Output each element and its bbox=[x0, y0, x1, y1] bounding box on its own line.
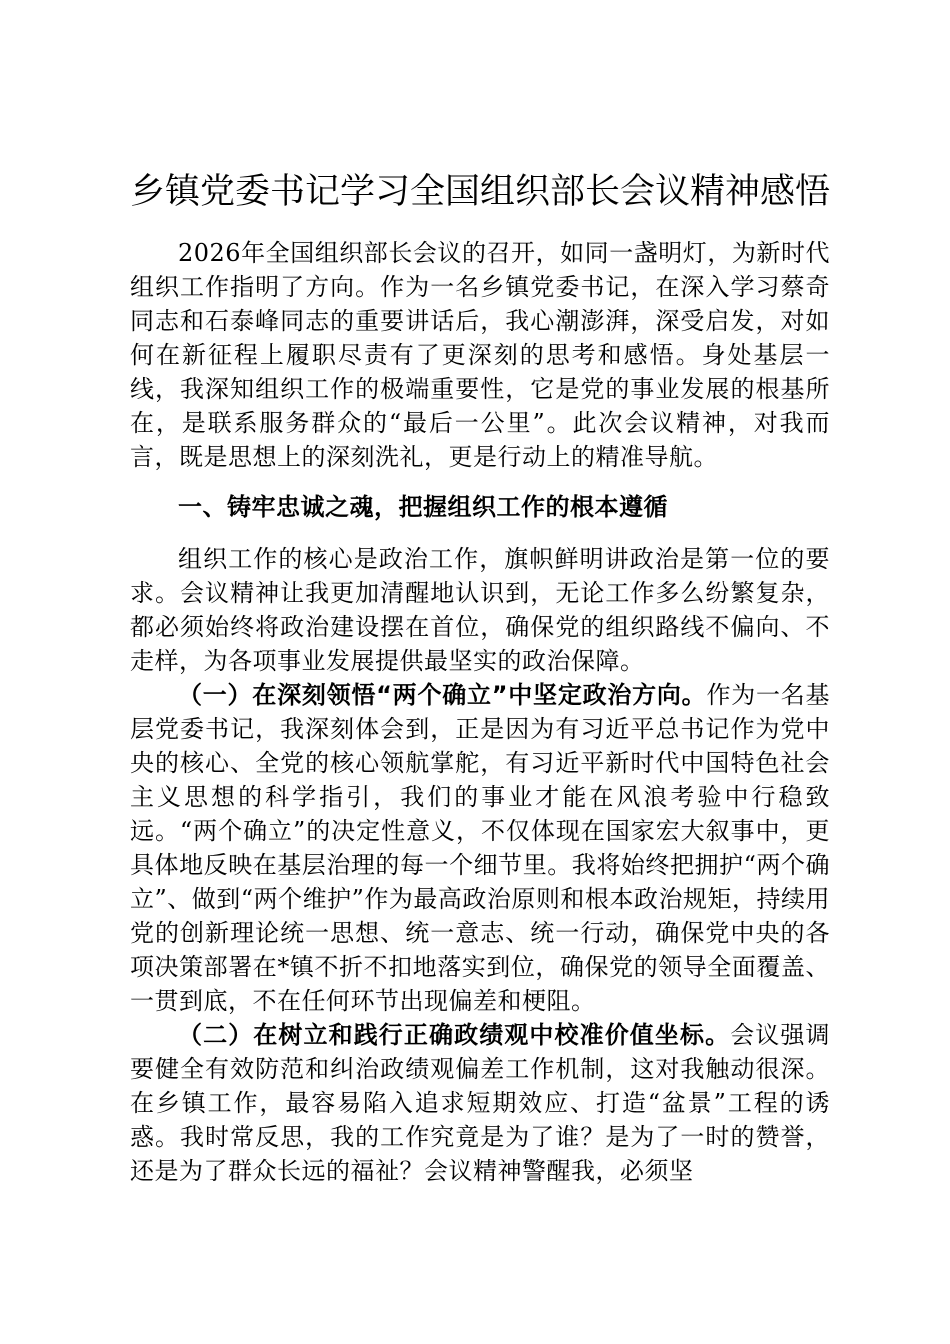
item-1-paragraph bbox=[130, 678, 830, 1018]
item-2-lead: （二）在树立和践行正确政绩观中校准价值坐标。 bbox=[178, 1021, 731, 1049]
item-2-paragraph bbox=[130, 1018, 830, 1188]
intro-paragraph: 2026年全国组织部长会议的召开，如同一盏明灯，为新时代组织工作指明了方向。作为一名乡镇党委书记，在深入学习蔡奇同志和石泰峰同志的重要讲话后，我心潮澎湃，深受启发，对如何在新征程上履职尽责有了更深刻的思考和感悟。身处基层一线，我深知组织工作的极端重要性，它是党的事业发展的根基所在，是联系服务群众的“最后一公里”。此次会议精神，对我而言，既是思想上的深刻洗礼，更是行动上的精准导航。 bbox=[130, 239, 830, 471]
document-title: 乡镇党委书记学习全国组织部长会议精神感悟 bbox=[129, 172, 830, 212]
section-heading-1: 一、铸牢忠诚之魂，把握组织工作的根本遵循 bbox=[178, 493, 668, 521]
item-1-lead: （一）在深刻领悟“两个确立”中坚定政治方向。 bbox=[178, 681, 707, 709]
item-2-body: 会议强调要健全有效防范和纠治政绩观偏差工作机制，这对我触动很深。在乡镇工作，最容易陷入追求短期效应、打造“盆景”工程的诱惑。我时常反思，我的工作究竟是为了谁？是为了一时的赞誉，还是为了群众长远的福祉？会议精神警醒我，必须坚 bbox=[130, 1021, 831, 1185]
item-1-body: 作为一名基层党委书记，我深刻体会到，正是因为有习近平总书记作为党中央的核心、全党的核心领航掌舵，有习近平新时代中国特色社会主义思想的科学指引，我们的事业才能在风浪考验中行稳致远。“两个确立”的决定性意义，不仅体现在国家宏大叙事中，更具体地反映在基层治理的每一个细节里。我将始终把拥护“两个确立”、做到“两个维护”作为最高政治原则和根本政治规矩，持续用党的创新理论统一思想、统一意志、统一行动，确保党中央的各项决策部署在*镇不折不扣地落实到位，确保党的领导全面覆盖、一贯到底，不在任何环节出现偏差和梗阻。 bbox=[130, 681, 831, 1015]
section-1-paragraph: 组织工作的核心是政治工作，旗帜鲜明讲政治是第一位的要求。会议精神让我更加清醒地认识到，无论工作多么纷繁复杂，都必须始终将政治建设摆在首位，确保党的组织路线不偏向、不走样，为各项事业发展提供最坚实的政治保障。 bbox=[130, 545, 830, 675]
